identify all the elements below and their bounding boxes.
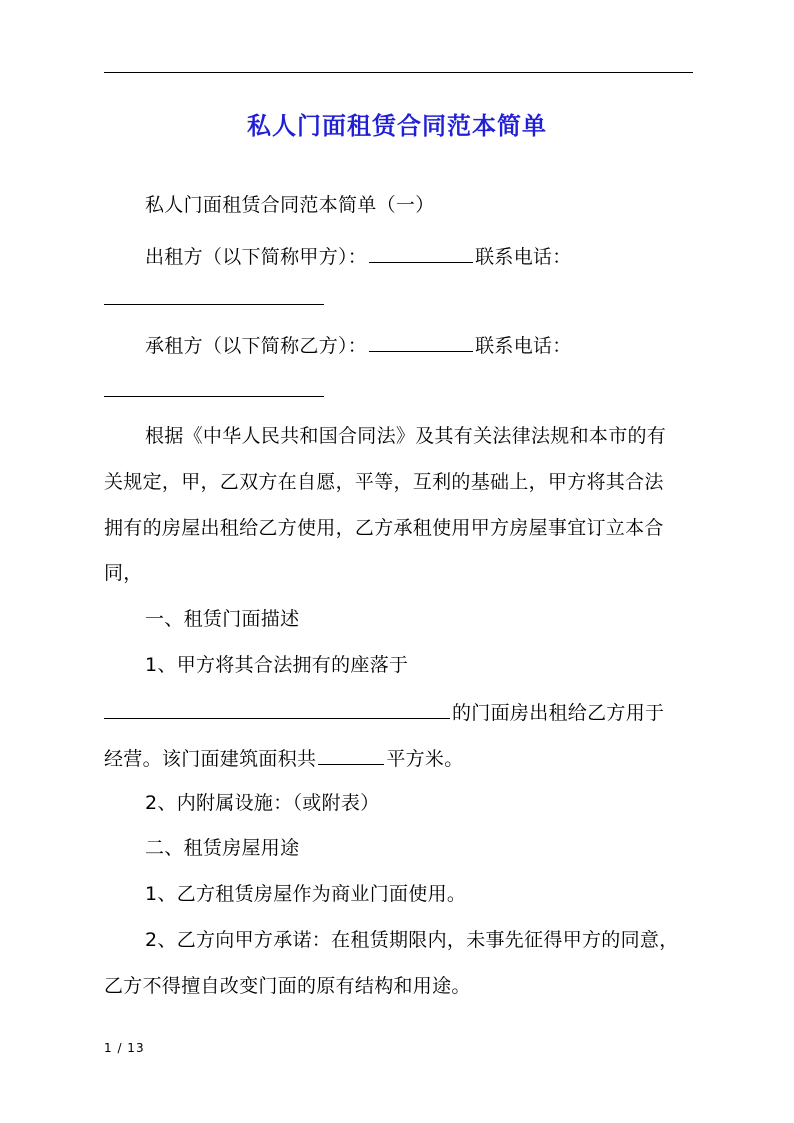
clause-text: 乙方不得擅自改变门面的原有结构和用途。 (104, 975, 471, 997)
clause-text: 2、内附属设施：（或附表） (145, 792, 380, 814)
preamble-line: 拥有的房屋出租给乙方使用，乙方承租使用甲方房屋事宜订立本合 (104, 517, 664, 539)
section-heading: 二、租赁房屋用途 (145, 837, 300, 859)
lessee-line (145, 332, 572, 358)
contract-subtitle: 私人门面租赁合同范本简单（一） (145, 194, 435, 216)
clause-text (104, 745, 464, 771)
clause-text: 1、乙方租赁房屋作为商业门面使用。 (145, 883, 467, 905)
clause-fragment: 经营。该门面建筑面积共 (104, 748, 317, 770)
clause-fragment: 的门面房出租给乙方用于 (452, 702, 665, 724)
clause-text: 1、甲方将其合法拥有的座落于 (145, 654, 409, 676)
document-title: 私人门面租赁合同范本简单 (247, 112, 547, 140)
clause-text: 2、乙方向甲方承诺：在租赁期限内，未事先征得甲方的同意， (145, 929, 679, 951)
area-blank (318, 745, 384, 765)
section-heading: 一、租赁门面描述 (145, 608, 300, 630)
lessee-name-blank (369, 332, 473, 352)
location-blank (104, 699, 450, 719)
page-indicator: 1 / 13 (104, 1041, 145, 1055)
header-rule (104, 72, 693, 73)
clause-text (104, 699, 664, 725)
preamble-line: 根据《中华人民共和国合同法》及其有关法律法规和本市的有 (145, 425, 667, 447)
clause-fragment: 平方米。 (386, 748, 464, 770)
lessee-label: 承租方（以下简称乙方）： (145, 335, 368, 357)
lessee-phone-label: 联系电话： (475, 335, 572, 357)
lessee-phone-blank (104, 396, 324, 397)
lessor-line (145, 243, 572, 269)
lessor-phone-label: 联系电话： (475, 246, 572, 268)
lessor-label: 出租方（以下简称甲方）： (145, 246, 368, 268)
preamble-line: 关规定，甲，乙双方在自愿，平等，互利的基础上，甲方将其合法 (104, 471, 664, 493)
lessor-name-blank (369, 243, 473, 263)
lessor-phone-blank (104, 304, 324, 305)
preamble-line: 同， (104, 562, 143, 584)
